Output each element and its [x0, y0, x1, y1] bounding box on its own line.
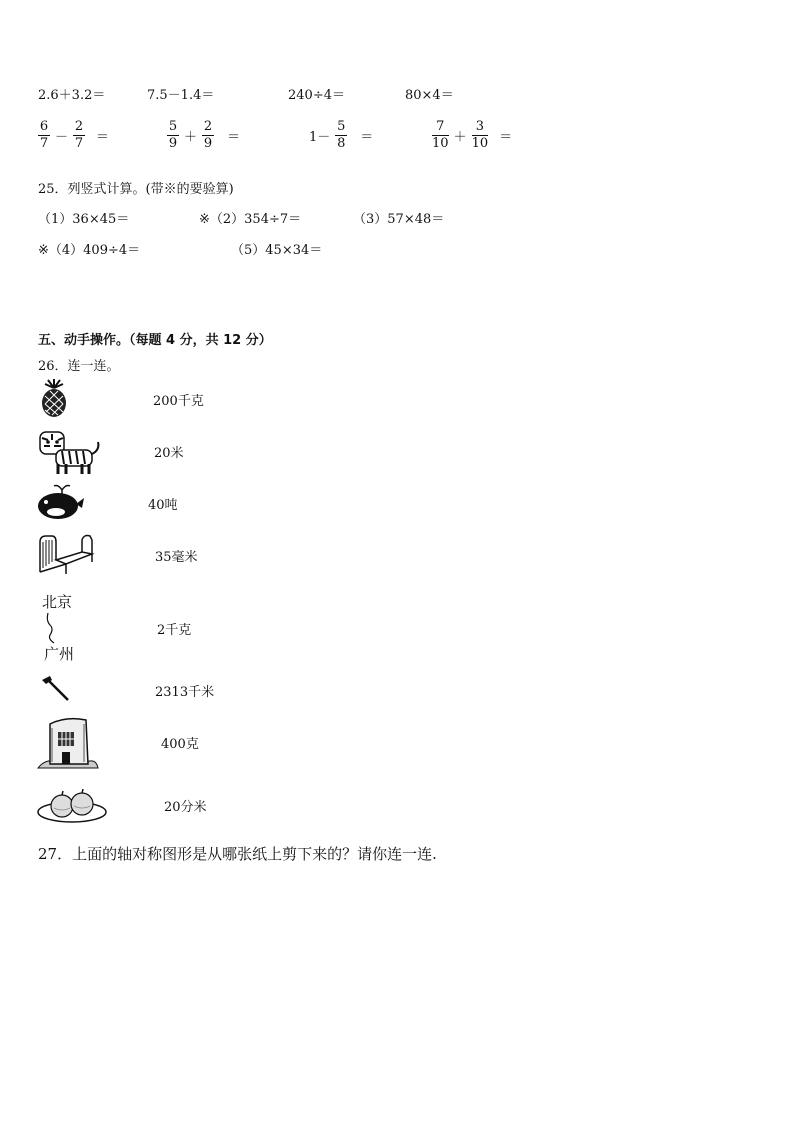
- building-icon: [36, 714, 100, 770]
- unit-label: 2千克: [157, 623, 192, 638]
- q25-item-5: （5）45×34＝: [231, 243, 323, 258]
- fraction-problem-4: [432, 119, 512, 152]
- equals: ＝: [360, 130, 374, 145]
- whale-icon: [36, 482, 86, 522]
- map-label-guangzhou: 广州: [44, 645, 75, 663]
- numerator: 2: [203, 119, 213, 134]
- apples-on-plate-icon: [36, 786, 108, 824]
- denominator: 8: [337, 136, 346, 151]
- numerator: 7: [436, 119, 445, 134]
- q25-item-1: （1）36×45＝: [38, 212, 130, 227]
- numerator: 5: [337, 119, 346, 134]
- unit-label: 2313千米: [155, 685, 215, 700]
- problem-3: 240÷4＝: [288, 88, 345, 103]
- route-line-icon: [40, 611, 80, 645]
- section-5-title: 五、动手操作。（每题 4 分，共 12 分）: [38, 333, 272, 348]
- q25-title: 25．列竖式计算。(带※的要验算): [38, 182, 234, 197]
- operator: ＋: [184, 130, 198, 145]
- fraction: [335, 119, 347, 152]
- pineapple-icon: [36, 378, 72, 418]
- unit-label: 40吨: [148, 498, 178, 513]
- unit-label: 35毫米: [155, 550, 198, 565]
- fraction: [38, 119, 50, 152]
- whole-number: 1－: [309, 130, 331, 145]
- numerator: 3: [475, 119, 484, 134]
- equals: ＝: [227, 130, 241, 145]
- denominator: 7: [74, 136, 84, 151]
- equals: ＝: [96, 130, 110, 145]
- denominator: 9: [168, 136, 178, 151]
- fraction: [73, 119, 85, 152]
- denominator: 7: [39, 136, 49, 151]
- fraction: [202, 119, 214, 152]
- q25-item-3: （3）57×48＝: [353, 212, 445, 227]
- fraction-problem-3: [309, 119, 373, 152]
- numerator: 5: [168, 119, 178, 134]
- problem-1: 2.6＋3.2＝: [38, 88, 106, 103]
- q27-title: 27．上面的轴对称图形是从哪张纸上剪下来的？请你连一连.: [38, 845, 437, 863]
- denominator: 10: [432, 136, 449, 151]
- bed-icon: [36, 530, 96, 576]
- unit-label: 20分米: [164, 800, 207, 815]
- fraction: [432, 119, 449, 152]
- q25-item-4: ※（4）409÷4＝: [38, 243, 141, 258]
- unit-label: 400克: [161, 737, 199, 752]
- nail-icon: [38, 674, 72, 702]
- fraction-problem-2: [167, 119, 240, 152]
- q25-item-2: ※（2）354÷7＝: [199, 212, 302, 227]
- unit-label: 20米: [154, 446, 184, 461]
- unit-label: 200千克: [153, 394, 204, 409]
- denominator: 9: [203, 136, 213, 151]
- numerator: 2: [74, 119, 84, 134]
- fraction-problem-1: [38, 119, 109, 152]
- q26-title: 26．连一连。: [38, 359, 120, 374]
- fraction: [167, 119, 179, 152]
- operator: －: [55, 130, 69, 145]
- equals: ＝: [499, 130, 513, 145]
- problem-2: 7.5－1.4＝: [147, 88, 215, 103]
- numerator: 6: [39, 119, 49, 134]
- tiger-icon: [36, 428, 102, 476]
- operator: ＋: [453, 130, 467, 145]
- map-label-beijing: 北京: [42, 593, 73, 611]
- denominator: 10: [471, 136, 489, 151]
- problem-4: 80×4＝: [405, 88, 454, 103]
- fraction: [472, 119, 489, 152]
